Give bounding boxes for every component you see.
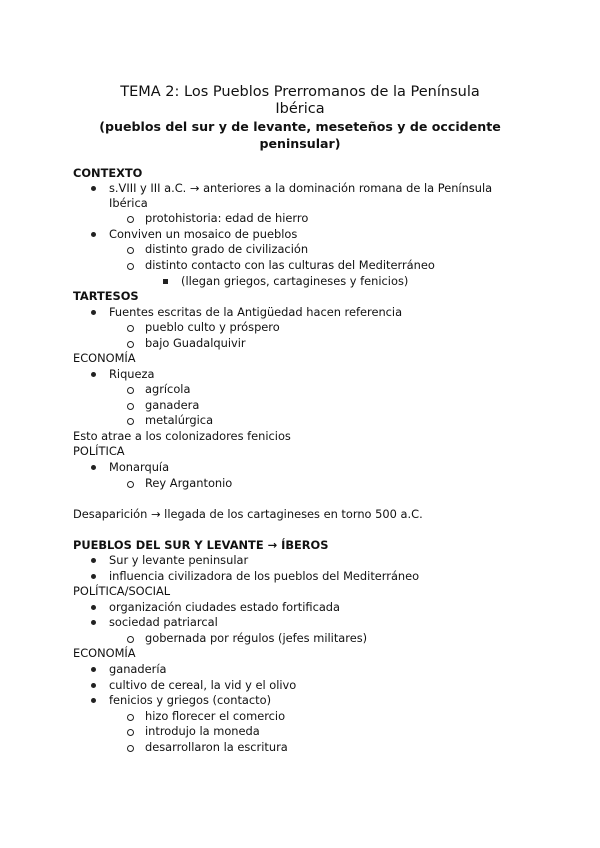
list-item: hizo florecer el comercio	[145, 709, 286, 723]
page-title-line1: TEMA 2: Los Pueblos Prerromanos de la Península	[120, 84, 480, 100]
sub-bullet-icon	[127, 247, 134, 254]
list-item: cultivo de cereal, la vid y el olivo	[109, 678, 297, 692]
sub-bullet-icon	[127, 745, 134, 752]
bullet-icon	[91, 574, 96, 579]
sub-bullet-icon	[127, 341, 134, 348]
square-bullet-icon	[163, 279, 168, 284]
list-item: sociedad patriarcal	[109, 615, 218, 629]
list-item: agrícola	[145, 382, 191, 396]
list-item: Fuentes escritas de la Antigüedad hacen referencia	[109, 305, 403, 319]
list-item: Conviven un mosaico de pueblos	[109, 227, 298, 241]
list-item: distinto grado de civilización	[145, 242, 309, 256]
paragraph: Desaparición → llegada de los cartagineses en torno 500 a.C.	[73, 507, 423, 521]
list-item: desarrollaron la escritura	[145, 740, 288, 754]
bullet-icon	[91, 667, 96, 672]
list-item: fenicios y griegos (contacto)	[109, 693, 272, 707]
subsection-heading-economia: ECONOMÍA	[73, 351, 136, 365]
sub-bullet-icon	[127, 729, 134, 736]
list-item: ganadería	[109, 662, 167, 676]
list-item: protohistoria: edad de hierro	[145, 211, 309, 225]
bullet-icon	[91, 186, 96, 191]
section-heading-iberos: PUEBLOS DEL SUR Y LEVANTE → ÍBEROS	[73, 538, 329, 552]
page-title-line2: Ibérica	[275, 101, 325, 117]
subsection-heading-economia: ECONOMÍA	[73, 646, 136, 660]
paragraph: Esto atrae a los colonizadores fenicios	[73, 429, 291, 443]
list-item: introdujo la moneda	[145, 724, 260, 738]
list-item: gobernada por régulos (jefes militares)	[145, 631, 368, 645]
section-heading-tartesos: TARTESOS	[73, 289, 139, 303]
bullet-icon	[91, 465, 96, 470]
list-item: bajo Guadalquivir	[145, 336, 246, 350]
list-item: s.VIII y III a.C. → anteriores a la dominación romana de la Península	[109, 181, 493, 195]
sub-bullet-icon	[127, 387, 134, 394]
bullet-icon	[91, 620, 96, 625]
list-item: metalúrgica	[145, 413, 214, 427]
sub-bullet-icon	[127, 418, 134, 425]
bullet-icon	[91, 683, 96, 688]
list-item: Riqueza	[109, 367, 155, 381]
list-item: Sur y levante peninsular	[109, 553, 249, 567]
list-item: distinto contacto con las culturas del Mediterráneo	[145, 258, 435, 272]
list-item: organización ciudades estado fortificada	[109, 600, 341, 614]
subsection-heading-politica-social: POLÍTICA/SOCIAL	[73, 584, 171, 598]
page-subtitle-line2: peninsular)	[259, 136, 341, 151]
list-item: Rey Argantonio	[145, 476, 233, 490]
sub-bullet-icon	[127, 325, 134, 332]
bullet-icon	[91, 558, 96, 563]
list-item: ganadera	[145, 398, 200, 412]
sub-bullet-icon	[127, 714, 134, 721]
list-item-continuation: Ibérica	[109, 196, 148, 210]
list-item: influencia civilizadora de los pueblos del Mediterráneo	[109, 569, 420, 583]
page-subtitle-line1: (pueblos del sur y de levante, meseteños y de occidente	[99, 119, 501, 134]
list-item: (llegan griegos, cartagineses y fenicios)	[181, 274, 409, 288]
bullet-icon	[91, 698, 96, 703]
sub-bullet-icon	[127, 216, 134, 223]
list-item: pueblo culto y próspero	[145, 320, 280, 334]
sub-bullet-icon	[127, 636, 134, 643]
subsection-heading-politica: POLÍTICA	[73, 444, 125, 458]
section-heading-contexto: CONTEXTO	[73, 166, 143, 180]
sub-bullet-icon	[127, 263, 134, 270]
bullet-icon	[91, 605, 96, 610]
sub-bullet-icon	[127, 403, 134, 410]
list-item: Monarquía	[109, 460, 170, 474]
sub-bullet-icon	[127, 481, 134, 488]
bullet-icon	[91, 310, 96, 315]
bullet-icon	[91, 372, 96, 377]
bullet-icon	[91, 232, 96, 237]
